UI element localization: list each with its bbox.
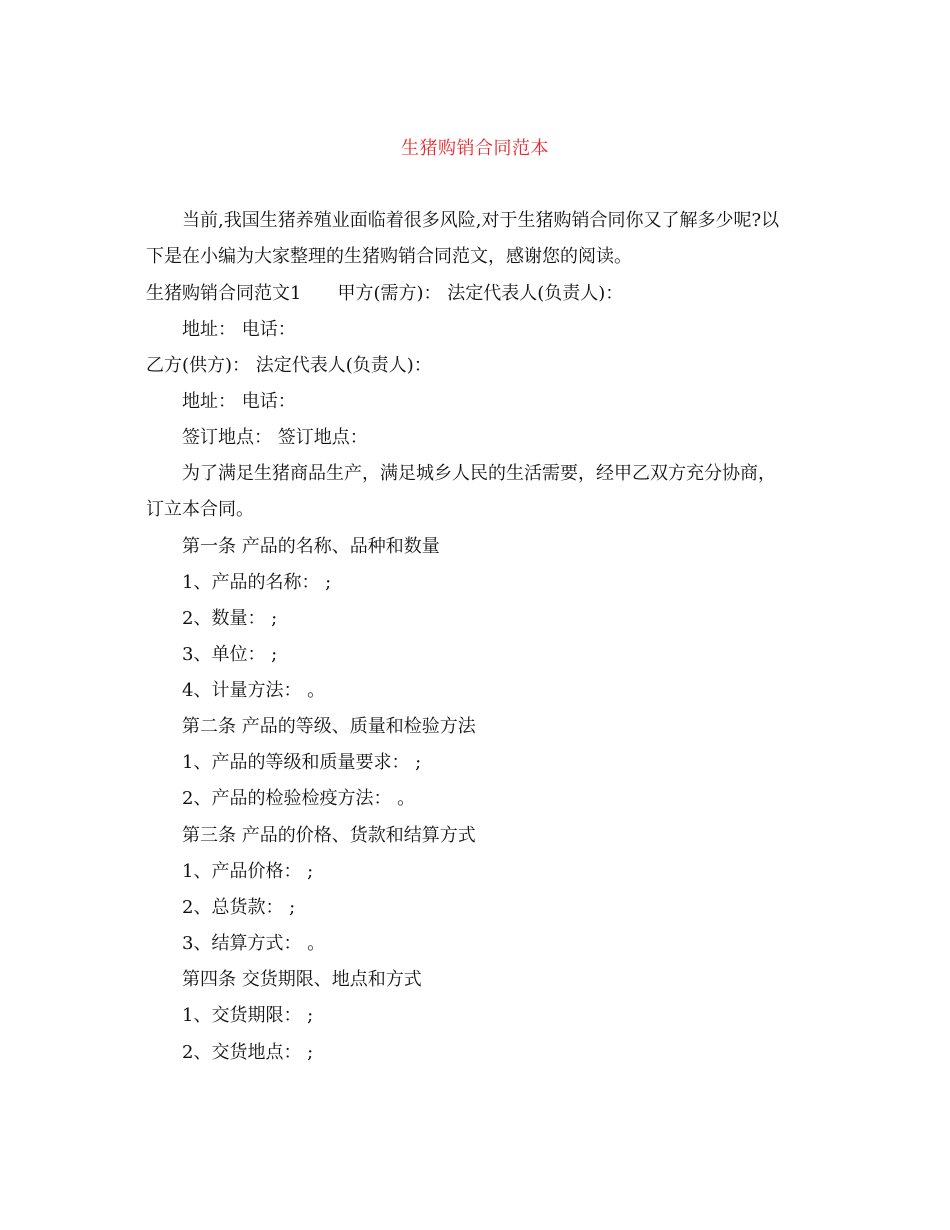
intro-line-1: 当前,我国生猪养殖业面临着很多风险,对于生猪购销合同你又了解多少呢?以: [182, 210, 780, 231]
article-4-item: 2、交货地点： ;: [182, 1042, 314, 1063]
article-1-heading: 第一条 产品的名称、品种和数量: [182, 536, 440, 557]
intro-paragraph: [146, 203, 816, 275]
article-3-item: 3、结算方式： 。: [182, 933, 326, 954]
party-b-address: 地址： 电话：: [182, 391, 296, 412]
article-3-item: 2、总货款： ;: [182, 897, 296, 918]
article-3-heading: 第三条 产品的价格、货款和结算方式: [182, 825, 476, 846]
article-1-item: 1、产品的名称： ;: [182, 572, 332, 593]
preamble-line-1: 为了满足生猪商品生产，满足城乡人民的生活需要，经甲乙双方充分协商，: [182, 463, 776, 484]
preamble-line-2: 订立本合同。: [146, 499, 254, 520]
sample-heading-line: [146, 282, 623, 306]
article-1-item: 4、计量方法： 。: [182, 680, 326, 701]
party-a-address: 地址： 电话：: [182, 319, 296, 340]
article-2-item: 2、产品的检验检疫方法： 。: [182, 788, 416, 809]
signing-place: 签订地点： 签订地点：: [182, 427, 368, 448]
party-a-line: 甲方(需方)： 法定代表人(负责人)：: [337, 283, 624, 304]
article-1-item: 3、单位： ;: [182, 644, 278, 665]
article-2-heading: 第二条 产品的等级、质量和检验方法: [182, 716, 476, 737]
article-1-item: 2、数量： ;: [182, 608, 278, 629]
article-4-heading: 第四条 交货期限、地点和方式: [182, 969, 422, 990]
article-3-item: 1、产品价格： ;: [182, 861, 314, 882]
document-title: 生猪购销合同范本: [401, 138, 549, 159]
intro-line-2: 下是在小编为大家整理的生猪购销合同范文，感谢您的阅读。: [146, 246, 632, 267]
party-b-line: 乙方(供方)： 法定代表人(负责人)：: [146, 355, 432, 376]
article-4-item: 1、交货期限： ;: [182, 1005, 314, 1026]
article-2-item: 1、产品的等级和质量要求： ;: [182, 752, 422, 773]
sample-heading: 生猪购销合同范文1: [146, 283, 302, 304]
